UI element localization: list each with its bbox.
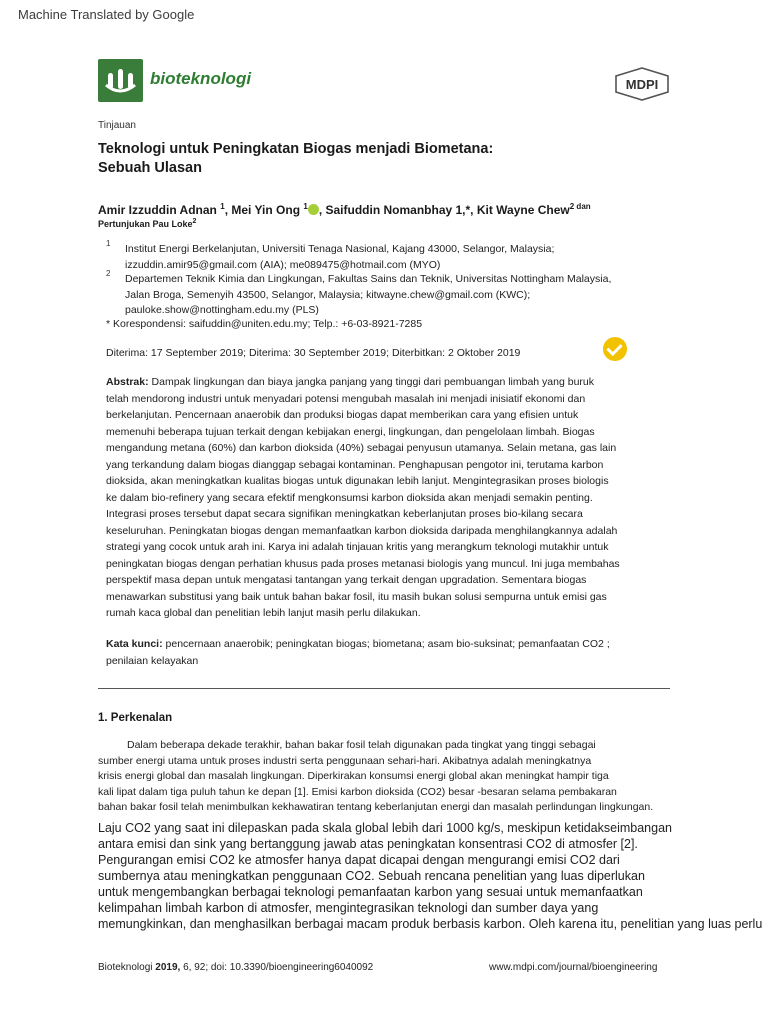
author-conjunction: dan [574, 202, 591, 211]
abstract-line: perspektif masa depan untuk mengatasi tantangan yang terkait dengan upgradation. Sementara biogas [106, 574, 587, 586]
abstract-label: Abstrak: [106, 376, 149, 388]
citation-doi[interactable]: 6, 92; doi: 10.3390/bioengineering6040092 [180, 962, 374, 973]
body-line: krisis energi global dan masalah lingkungan. Diperkirakan konsumsi energi global akan meningkat hampir tiga [98, 770, 609, 783]
affiliation-2 [125, 272, 611, 319]
citation-year: 2019, [155, 962, 181, 973]
body-line: antara emisi dan sink yang bertanggung jawab atas peningkatan konsentrasi CO2 di atmosfer [2]. [98, 837, 638, 851]
footer-citation [98, 962, 373, 973]
affiliation-mark: 2 [569, 202, 575, 211]
abstract-line: menawarkan substitusi yang baik untuk bahan bakar fosil, itu masih bukan solusi sempurna untuk emisi gas [106, 590, 607, 603]
publication-dates: Diterima: 17 September 2019; Diterima: 30 September 2019; Diterbitkan: 2 Oktober 2019 [106, 347, 521, 359]
abstract-line: Integrasi proses tersebut dapat secara signifikan meningkatkan keberlanjutan proses bio-kilang secara [106, 508, 583, 520]
affiliation-line: Departemen Teknik Kimia dan Lingkungan, Fakultas Sains dan Teknik, Universitas Nottingham Malaysia, [125, 273, 612, 285]
keywords [106, 636, 676, 670]
abstract-line: strategi yang cocok untuk arah ini. Karya ini adalah tinjauan kritis yang merangkum teknologi mutakhir untuk [106, 541, 609, 553]
correspondence: * Korespondensi: saifuddin@uniten.edu.my; Telp.: +6-03-8921-7285 [106, 318, 423, 330]
translation-banner: Machine Translated by Google [18, 7, 195, 22]
abstract-line: keseluruhan. Peningkatan biogas dengan memanfaatkan karbon dioksida daripada menghilangkannya adalah [106, 524, 618, 537]
abstract-line: yang terkandung dalam biogas dianggap sebagai kontaminan. Penghapusan pengotor ini, terutama karbon [106, 458, 604, 471]
abstract-line: rumah kaca global dan penelitian lebih lanjut masih perlu dilakukan. [106, 607, 421, 619]
author[interactable]: , Saifuddin Nomanbhay 1,*, Kit Wayne Chew [318, 203, 570, 217]
body-line: kali lipat dalam tiga puluh tahun ke depan [1]. Emisi karbon dioksida (CO2) besar -besaran selama pembakaran [98, 785, 617, 798]
affiliation-number: 1 [106, 239, 111, 248]
author[interactable]: Pertunjukan Pau Loke [98, 219, 193, 229]
body-line: sumber energi utama untuk proses industri serta penggunaan sehari-hari. Akibatnya adalah meningkatnya [98, 754, 592, 767]
affiliation-number: 2 [106, 269, 111, 278]
intro-paragraph-continued [98, 820, 768, 932]
journal-logo-icon [98, 59, 143, 102]
title-line: Teknologi untuk Peningkatan Biogas menjadi Biometana: [98, 141, 494, 157]
abstract-line: mengandung metana (60%) dan karbon dioksida (40%) sebagai penyusun utamanya. Selain metana, gas lain [106, 442, 617, 454]
abstract [106, 374, 676, 622]
body-line: bahan bakar fosil telah menimbulkan kekhawatiran tentang keberlanjutan energi dan masalah perlindungan lingkungan. [98, 801, 654, 814]
body-line: memungkinkan, dan menghasilkan berbagai macam produk berbasis karbon. Oleh karena itu, penelitian yang luas perlu [98, 917, 763, 931]
author[interactable]: Amir Izzuddin Adnan [98, 203, 217, 217]
abstract-line: memenuhi beberapa tujuan terkait dengan kebijakan energi, lingkungan, dan pengelolaan limbah. Biogas [106, 425, 595, 438]
divider [98, 688, 670, 689]
body-line: sumbernya atau meningkatkan penggunaan CO2. Sebuah rencana penelitian yang luas diperlukan [98, 869, 645, 883]
affiliation-1 [125, 242, 554, 273]
body-line: Laju CO2 yang saat ini dilepaskan pada skala global lebih dari 1000 kg/s, meskipun ketidakseimbangan [98, 821, 672, 835]
abstract-line: dioksida, akan meningkatkan kualitas biogas untuk digunakan lebih lanjut. Mengintegrasikan proses biologis [106, 475, 609, 487]
keywords-text: penilaian kelayakan [106, 655, 199, 667]
affiliation-line: Jalan Broga, Semenyih 43500, Selangor, Malaysia; kitwayne.chew@gmail.com (KWC); [125, 288, 531, 301]
abstract-line: telah mendorong industri untuk menyadari potensi mengubah masalah ini menjadi inisiatif ekonomi dan [106, 392, 586, 405]
publisher-logo [614, 67, 670, 101]
body-line: untuk mengembangkan berbagai teknologi pemanfaatan karbon yang sesuai untuk memanfaatkan [98, 885, 643, 899]
article-type: Tinjauan [98, 120, 136, 131]
body-line: Dalam beberapa dekade terakhir, bahan bakar fosil telah digunakan pada tingkat yang tinggi sebagai [127, 739, 596, 751]
affiliation-line: izzuddin.amir95@gmail.com (AIA); me089475@hotmail.com (MYO) [125, 258, 441, 271]
title-line: Sebuah Ulasan [98, 160, 202, 176]
article-title [98, 140, 658, 178]
abstract-line: peningkatan biogas dengan perhatian khusus pada proses metanasi biologis yang muncul. Ini juga membahas [106, 557, 620, 570]
affiliation-mark: 2 [192, 218, 197, 225]
author[interactable]: , Mei Yin Ong [224, 203, 301, 217]
check-for-updates-icon[interactable] [603, 337, 627, 361]
body-line: kelimpahan limbah karbon di atmosfer, mengintegrasikan teknologi dan sumber daya yang [98, 901, 599, 915]
affiliation-line: pauloke.show@nottingham.edu.my (PLS) [125, 304, 319, 316]
keywords-label: Kata kunci: [106, 638, 163, 650]
intro-paragraph [98, 738, 718, 816]
keywords-text: pencernaan anaerobik; peningkatan biogas; biometana; asam bio-suksinat; pemanfaatan CO2 ; [162, 638, 610, 650]
author-line-2 [98, 218, 196, 229]
affiliation-mark: 1 [220, 202, 225, 211]
citation-journal: Bioteknologi [98, 962, 156, 973]
abstract-line: ke dalam bio-refinery yang secara efektif mengkonsumsi karbon dioksida akan menjadi semakin penting. [106, 491, 593, 504]
abstract-line: berkelanjutan. Pencernaan anaerobik dan produksi biogas dapat memberikan cara yang efisien untuk [106, 409, 579, 421]
section-heading: 1. Perkenalan [98, 712, 173, 724]
publisher-name: MDPI [625, 77, 659, 92]
body-line: Pengurangan emisi CO2 ke atmosfer hanya dapat dicapai dengan mengurangi emisi CO2 dari [98, 853, 620, 867]
journal-name: bioteknologi [150, 69, 252, 88]
abstract-line: Dampak lingkungan dan biaya jangka panjang yang tinggi dari pembuangan limbah yang buruk [148, 376, 595, 388]
affiliation-mark: 1 [303, 202, 308, 211]
affiliation-line: Institut Energi Berkelanjutan, Universiti Tenaga Nasional, Kajang 43000, Selangor, Malaysia; [125, 243, 555, 255]
author-list [98, 200, 698, 217]
footer-url[interactable]: www.mdpi.com/journal/bioengineering [489, 962, 658, 973]
orcid-icon[interactable] [308, 204, 319, 215]
